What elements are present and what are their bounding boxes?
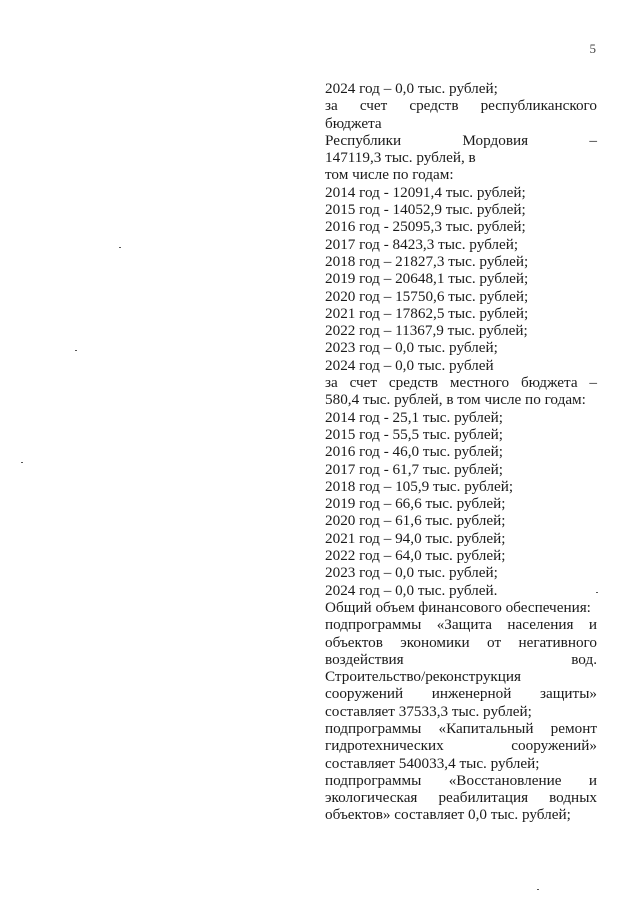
text-line: Общий объем финансового обеспечения: xyxy=(325,598,591,616)
text-line: объектов» составляет 0,0 тыс. рублей; xyxy=(325,806,571,824)
text-line: 2014 год - 25,1 тыс. рублей; xyxy=(325,408,503,426)
text-line: 2022 год – 11367,9 тыс. рублей; xyxy=(325,322,528,340)
text-line: 2020 год – 15750,6 тыс. рублей; xyxy=(325,287,529,305)
text-line: 2020 год – 61,6 тыс. рублей; xyxy=(325,512,506,530)
text-line: 2023 год – 0,0 тыс. рублей; xyxy=(325,339,498,357)
text-line: бюджета xyxy=(325,114,382,132)
text-line: 2016 год - 25095,3 тыс. рублей; xyxy=(325,218,526,236)
text-line: 2019 год – 20648,1 тыс. рублей; xyxy=(325,270,529,288)
text-line: гидротехнических сооружений» xyxy=(325,737,597,755)
text-line: экологическая реабилитация водных xyxy=(325,789,597,807)
text-line: Республики Мордовия – xyxy=(325,131,597,149)
scan-speck xyxy=(75,350,77,351)
text-line: 2018 год – 105,9 тыс. рублей; xyxy=(325,477,514,495)
text-line: подпрограммы «Восстановление и xyxy=(325,771,597,789)
text-line: 2014 год - 12091,4 тыс. рублей; xyxy=(325,183,526,201)
text-line: составляет 540033,4 тыс. рублей; xyxy=(325,754,540,772)
text-line: за счет средств местного бюджета – xyxy=(325,374,597,392)
text-line: составляет 37533,3 тыс. рублей; xyxy=(325,702,532,720)
text-line: за счет средств республиканского xyxy=(325,97,597,115)
text-line: 2023 год – 0,0 тыс. рублей; xyxy=(325,564,498,582)
text-line: 2024 год – 0,0 тыс. рублей; xyxy=(325,80,498,97)
text-line: 2016 год - 46,0 тыс. рублей; xyxy=(325,443,503,461)
scan-speck xyxy=(21,462,23,463)
text-line: 2017 год - 61,7 тыс. рублей; xyxy=(325,460,503,478)
text-line: 2021 год – 94,0 тыс. рублей; xyxy=(325,529,506,547)
text-line: Строительство/реконструкция xyxy=(325,668,522,686)
text-line: 2015 год - 55,5 тыс. рублей; xyxy=(325,425,503,443)
scan-speck xyxy=(119,247,121,248)
page-number: 5 xyxy=(589,41,596,56)
text-line: подпрограммы «Капитальный ремонт xyxy=(325,719,597,737)
text-line: сооружений инженерной защиты» xyxy=(325,685,597,703)
text-line: 2022 год – 64,0 тыс. рублей; xyxy=(325,547,506,565)
text-line: 2019 год – 66,6 тыс. рублей; xyxy=(325,495,506,513)
scan-speck xyxy=(596,592,598,593)
financing-text-column xyxy=(325,80,597,824)
text-line: 2015 год - 14052,9 тыс. рублей; xyxy=(325,201,526,219)
text-line: 2017 год - 8423,3 тыс. рублей; xyxy=(325,235,519,253)
text-line: 2021 год – 17862,5 тыс. рублей; xyxy=(325,304,529,322)
text-line: 2024 год – 0,0 тыс. рублей. xyxy=(325,581,498,599)
text-line: 147119,3 тыс. рублей, в xyxy=(325,149,476,167)
text-line: 580,4 тыс. рублей, в том числе по годам: xyxy=(325,391,586,409)
text-line: 2024 год – 0,0 тыс. рублей xyxy=(325,356,494,374)
scan-speck xyxy=(537,889,539,890)
text-line: подпрограммы «Защита населения и xyxy=(325,616,597,634)
text-line: 2018 год – 21827,3 тыс. рублей; xyxy=(325,252,529,270)
text-line: том числе по годам: xyxy=(325,166,454,184)
text-line: объектов экономики от негативного xyxy=(325,633,597,651)
text-line: воздействия вод. xyxy=(325,650,597,668)
